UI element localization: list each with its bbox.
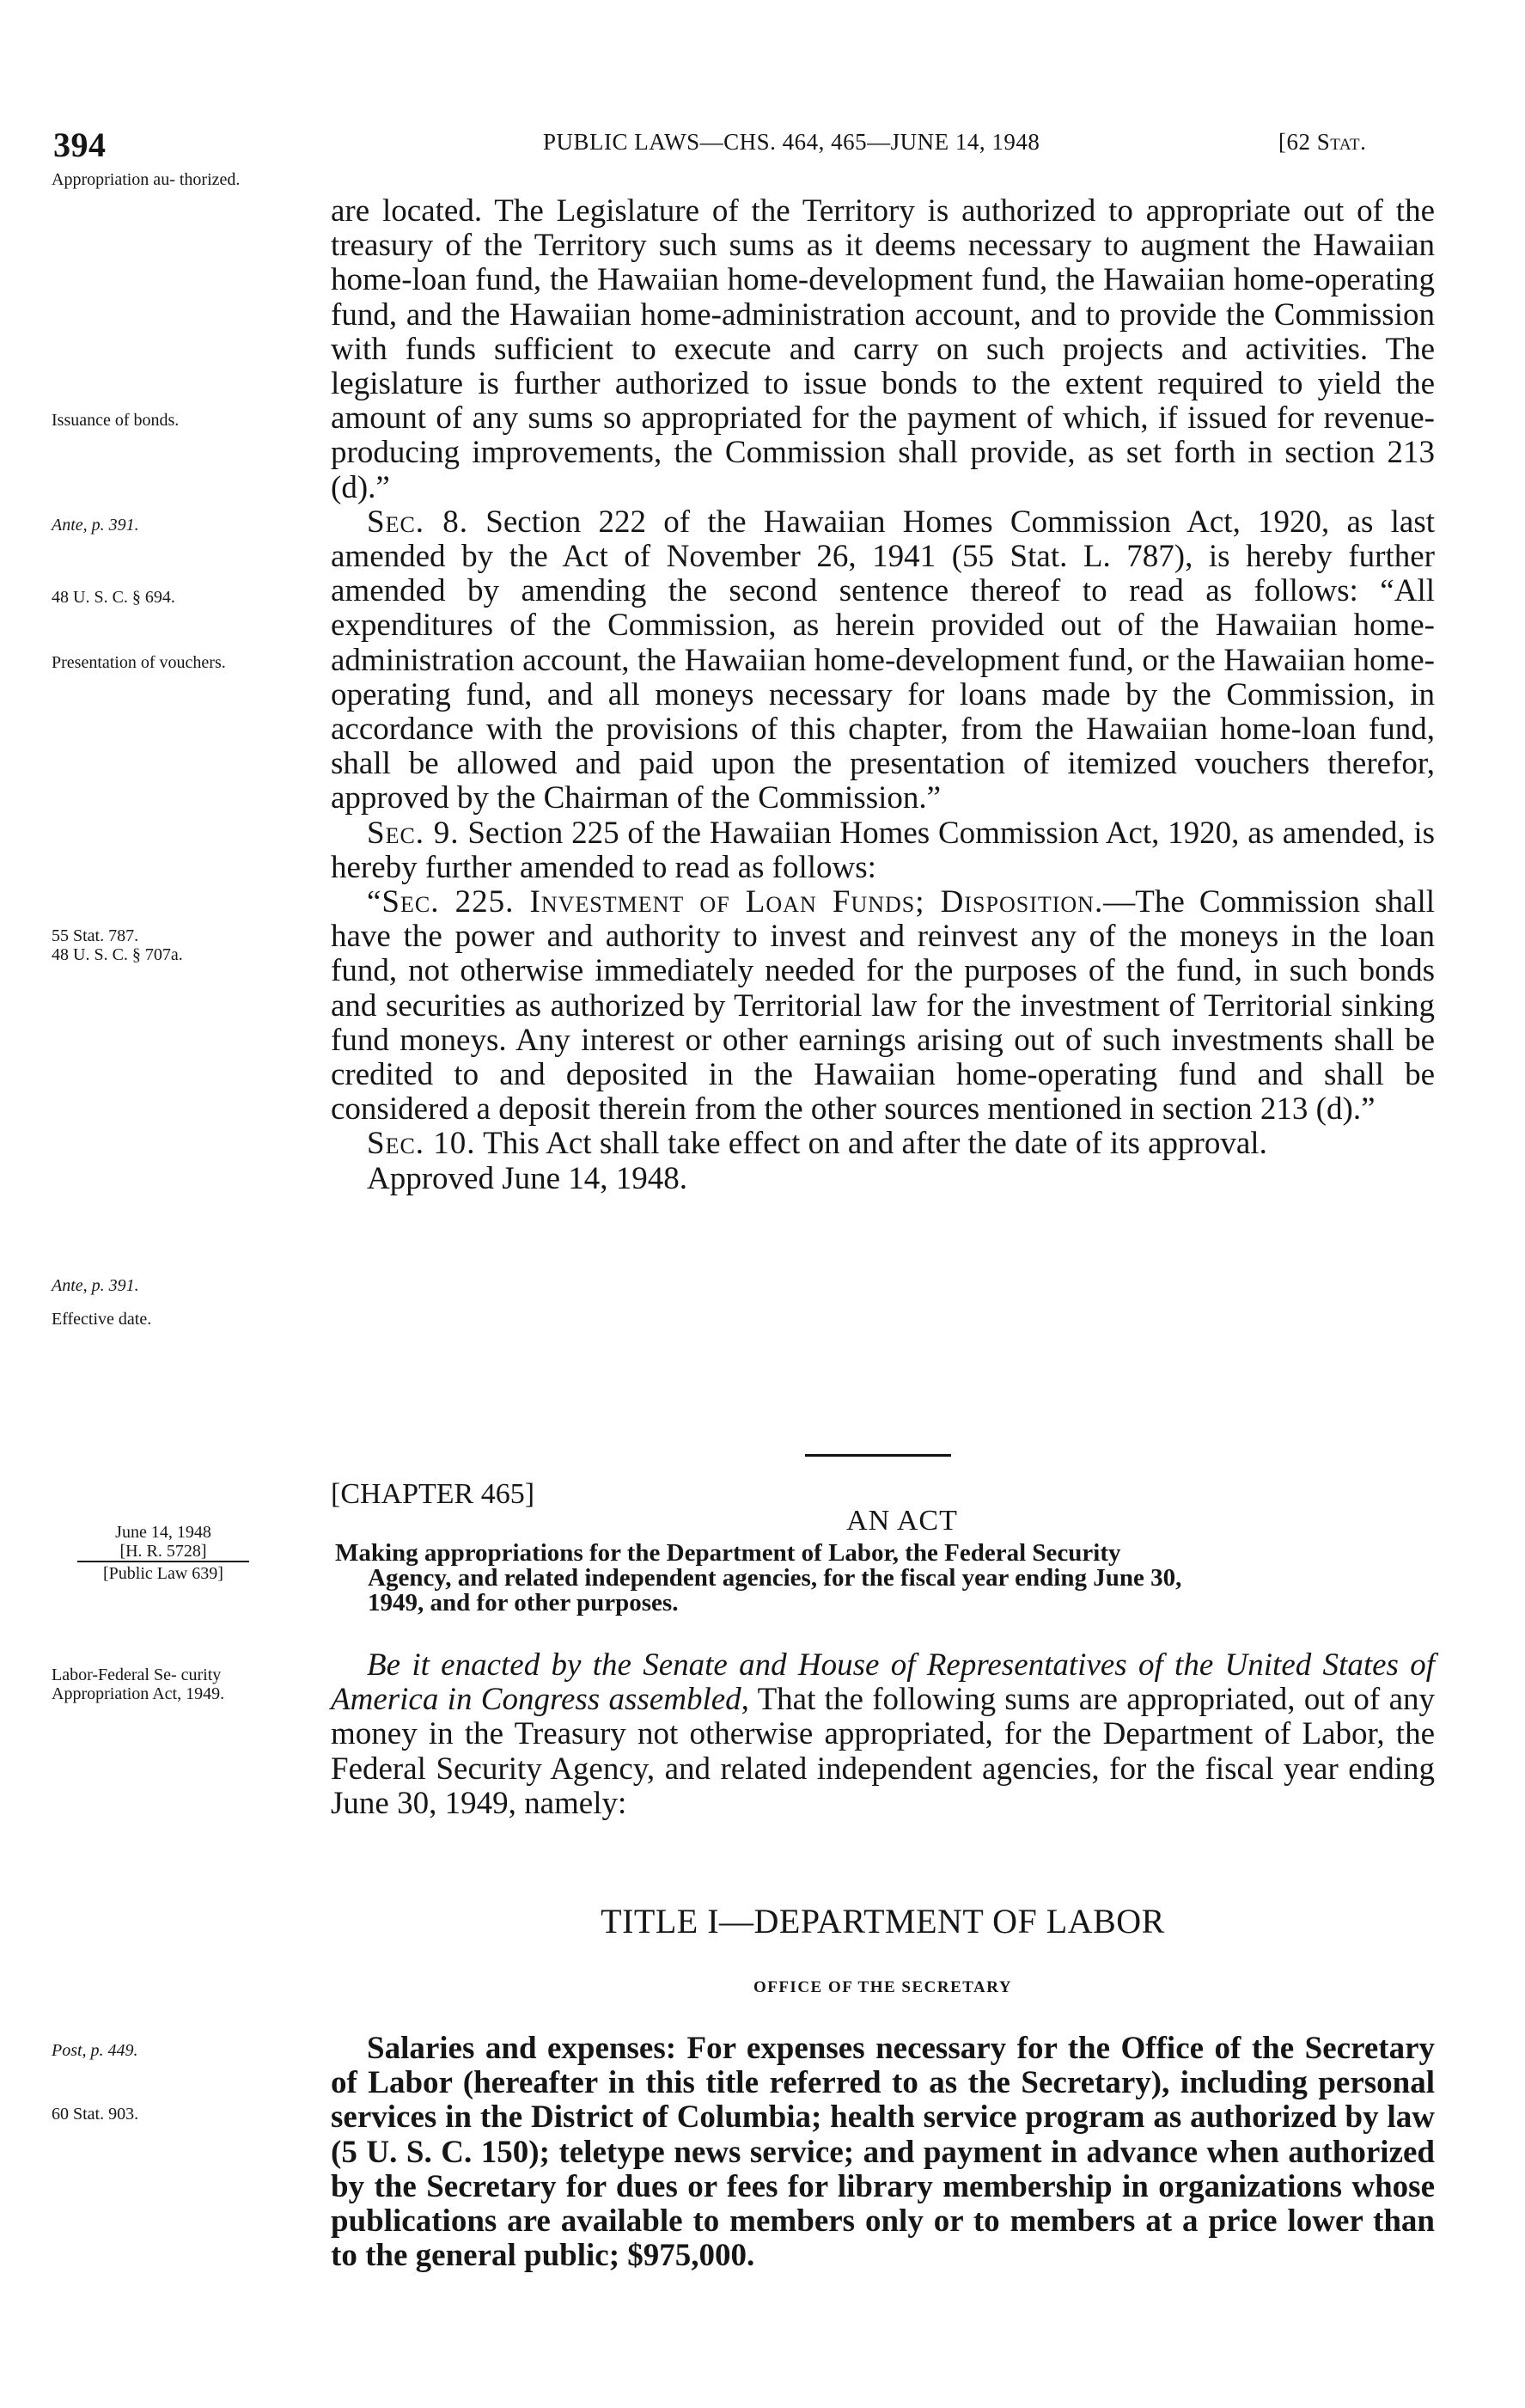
act-purpose: [335, 1541, 1435, 1616]
paragraph-section-8: [331, 505, 1435, 816]
stat-word: Stat.: [1316, 129, 1367, 155]
paragraph-section-10: [331, 1127, 1435, 1161]
enacting-section: [331, 1648, 1435, 1821]
page-number: 394: [53, 125, 107, 164]
sec-225-text: —The Commission shall have the power and authority to invest and reinvest any of the moneys in the loan fund, not otherwise immediately needed for the purposes of the fund, in such bonds and securities as authorized by Territorial law for the investment of Territorial sinking fund moneys. Any interest or other earnings arising out of such investments shall be credited to and deposited in the Hawaiian home-operating fund and shall be considered a deposit therein from the other sources mentioned in section 213 (d).”: [331, 884, 1436, 1128]
paragraph-section-225: [331, 885, 1435, 1127]
sec-9-text: Section 225 of the Hawaiian Homes Commission Act, 1920, as amended, is hereby further amended to read as follows:: [331, 815, 1435, 885]
note-60-stat-903: 60 Stat. 903.: [52, 2105, 139, 2124]
sec-8-label: Sec. 8.: [367, 504, 469, 540]
note-presentation-of-vouchers: Presentation of vouchers.: [52, 653, 226, 672]
approved-date: Approved June 14, 1948.: [367, 1160, 688, 1196]
note-ante-391-b: Ante, p. 391.: [52, 1276, 139, 1295]
note-ante-391-a: Ante, p. 391.: [52, 516, 139, 535]
note-june-14-1948: June 14, 1948: [115, 1523, 211, 1542]
enacting-text: That the following sums are appropriated, out of any money in the Treasury not otherwise appropriated, for the Department of Labor, the Federal Security Agency, and related independent agencies, for the fiscal year ending June 30, 1949, namely:: [331, 1682, 1435, 1821]
section-divider: [805, 1454, 951, 1457]
paragraph-legislature: are located. The Legislature of the Territory is authorized to appropriate out of the treasury of the Territory such sums as it deems necessary to augment the Hawaiian home-loan fund, the Hawaiian home-development fund, the Hawaiian home-operating fund, and the Hawaiian home-administration account, and to provide the Commission with funds sufficient to execute and carry on such projects and activities. The legislature is further authorized to issue bonds to the extent required to yield the amount of any sums so appropriated for the payment of which, if issued for revenue-producing improvements, the Commission shall provide, as set forth in section 213 (d).”: [331, 193, 1435, 505]
note-55-stat-787: 55 Stat. 787.: [52, 926, 139, 945]
sec-9-label: Sec. 9.: [367, 815, 460, 851]
sec-10-label: Sec. 10.: [367, 1126, 476, 1162]
purpose-line-2: Agency, and related independent agencies, for the fiscal year ending June 30,: [368, 1564, 1182, 1592]
salaries-section: [331, 2032, 1435, 2273]
stat-prefix: [62: [1278, 129, 1317, 155]
salaries-paragraph: Salaries and expenses: For expenses necessary for the Office of the Secretary of Labor (hereafter in this title referred to as the Secretary), including personal services in the District of Columbia; health service program as authorized by law (5 U. S. C. 150); teletype news service; and payment in advance when authorized by the Secretary for dues or fees for library membership in organizations whose publications are available to members only or to members at a price lower than to the general public; $975,000.: [331, 2031, 1435, 2274]
enacting-clause: Be it enacted by the Senate and House of Representatives of the United States of America in Congress assembled,: [331, 1647, 1435, 1718]
chapter-number: [CHAPTER 465]: [331, 1478, 535, 1510]
office-heading: OFFICE OF THE SECRETARY: [753, 1978, 1013, 1996]
running-title: PUBLIC LAWS—CHS. 464, 465—JUNE 14, 1948: [543, 129, 1040, 155]
note-labor-federal-security-act: Labor-Federal Se- curity Appropriation Act, 1949.: [52, 1665, 225, 1703]
an-act-heading: AN ACT: [846, 1505, 958, 1537]
note-48-usc-707a: 48 U. S. C. § 707a.: [52, 945, 183, 964]
note-public-law-639: [Public Law 639]: [103, 1564, 223, 1583]
enacting-paragraph: [331, 1648, 1435, 1821]
purpose-line-1: Making appropriations for the Department of Labor, the Federal Security: [335, 1539, 1121, 1567]
stat-reference: [1278, 129, 1366, 156]
sec-225-label: “Sec. 225. Investment of Loan Funds; Disposition.: [367, 884, 1104, 920]
note-post-449: Post, p. 449.: [52, 2041, 138, 2060]
note-usc-694: 48 U. S. C. § 694.: [52, 588, 175, 607]
note-issuance-of-bonds: Issuance of bonds.: [52, 411, 180, 430]
body-upper: [331, 194, 1435, 1196]
title-1-heading: TITLE I—DEPARTMENT OF LABOR: [601, 1902, 1165, 1940]
sec-8-text: Section 222 of the Hawaiian Homes Commission Act, 1920, as last amended by the Act of November 26, 1941 (55 Stat. L. 787), is hereby further amended by amending the second sentence thereof to read as follows: “All expenditures of the Commission, as herein provided out of the Hawaiian home-administration account, the Hawaiian home-development fund, or the Hawaiian home-operating fund, and all moneys necessary for loans made by the Commission, in accordance with the provisions of this chapter, from the Hawaiian home-loan fund, shall be allowed and paid upon the presentation of itemized vouchers therefor, approved by the Chairman of the Commission.”: [331, 504, 1435, 816]
paragraph-section-9: [331, 816, 1435, 885]
sec-10-text: This Act shall take effect on and after the date of its approval.: [483, 1126, 1267, 1162]
note-hr-5728: [H. R. 5728]: [77, 1542, 249, 1562]
note-appropriation-authorized: Appropriation au- thorized.: [52, 170, 241, 189]
note-effective-date: Effective date.: [52, 1310, 152, 1329]
purpose-line-3: 1949, and for other purposes.: [368, 1589, 679, 1617]
